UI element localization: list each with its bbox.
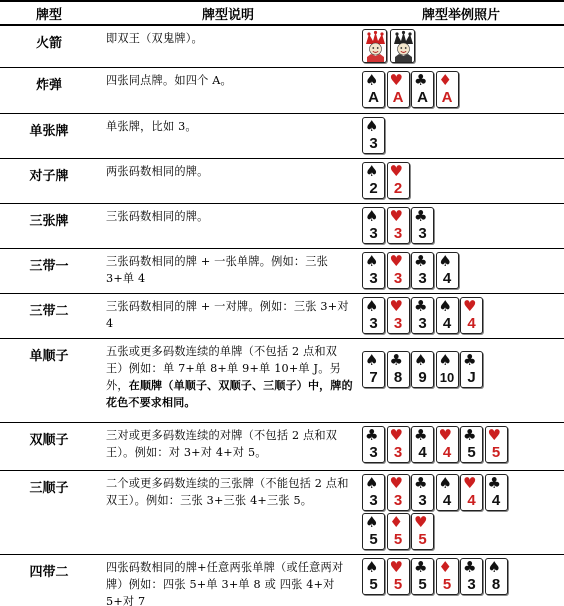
header-desc: 牌型说明 xyxy=(98,1,358,25)
playing-card xyxy=(387,351,410,388)
playing-card xyxy=(411,297,434,334)
card-rank: 4 xyxy=(467,315,476,332)
card-type-name: 四带二 xyxy=(0,555,98,606)
card-suit-icon: ♠ xyxy=(438,474,452,492)
card-type-description xyxy=(98,249,358,294)
playing-card xyxy=(387,162,410,199)
card-row xyxy=(362,297,564,334)
card-type-description xyxy=(98,204,358,249)
playing-card xyxy=(387,558,410,595)
card-rank: 5 xyxy=(393,531,403,548)
playing-card xyxy=(485,558,508,595)
card-rank: J xyxy=(467,369,476,386)
playing-card xyxy=(411,351,434,388)
playing-card xyxy=(387,513,410,550)
card-suit-icon: ♠ xyxy=(365,117,379,135)
playing-card xyxy=(362,351,385,388)
card-rank: 4 xyxy=(442,270,452,287)
card-example xyxy=(358,423,564,471)
playing-card xyxy=(460,351,483,388)
card-suit-icon: ♠ xyxy=(365,71,379,89)
playing-card xyxy=(362,252,385,289)
card-rank: 3 xyxy=(393,270,403,287)
card-type-description xyxy=(98,555,358,606)
playing-card xyxy=(460,297,483,334)
description-text: 三张码数相同的牌 + 一对牌。例如：三张 3+对 4 xyxy=(106,300,349,330)
playing-card xyxy=(436,252,459,289)
card-rank: 4 xyxy=(442,444,452,461)
card-suit-icon: ♥ xyxy=(389,474,403,492)
description-text: 三张码数相同的牌。 xyxy=(106,210,209,223)
card-row xyxy=(362,558,564,595)
card-rank: 3 xyxy=(393,315,403,332)
card-suit-icon: ♥ xyxy=(389,162,403,180)
playing-card xyxy=(436,558,459,595)
table-row xyxy=(0,68,564,114)
card-rank: 9 xyxy=(418,369,427,386)
playing-card xyxy=(411,426,434,463)
card-type-name: 火箭 xyxy=(0,25,98,68)
card-suit-icon: ♦ xyxy=(389,513,403,531)
header-img: 牌型举例照片 xyxy=(358,1,564,25)
card-rank: 4 xyxy=(467,492,476,509)
card-suit-icon: ♠ xyxy=(365,252,379,270)
card-type-name: 对子牌 xyxy=(0,159,98,204)
card-type-name: 三张牌 xyxy=(0,204,98,249)
card-suit-icon: ♥ xyxy=(463,474,477,492)
card-suit-icon: ♠ xyxy=(438,297,452,315)
card-rank: 10 xyxy=(439,370,455,385)
card-row xyxy=(362,71,564,108)
table-row xyxy=(0,423,564,471)
card-suit-icon: ♥ xyxy=(389,558,403,576)
card-example xyxy=(358,471,564,555)
card-suit-icon: ♥ xyxy=(389,426,403,444)
card-suit-icon: ♥ xyxy=(389,71,403,89)
card-rank: 5 xyxy=(491,444,501,461)
playing-card xyxy=(436,297,459,334)
card-suit-icon: ♠ xyxy=(438,252,452,270)
card-example xyxy=(358,249,564,294)
card-suit-icon: ♦ xyxy=(438,71,452,89)
description-text: 五张或更多码数连续的单牌（不包括 2 点和双王）例如：单 7+单 8+单 9+单 10+单 J。另外， xyxy=(106,345,342,392)
card-type-name: 三顺子 xyxy=(0,471,98,555)
card-rank: 3 xyxy=(467,576,476,593)
card-row xyxy=(362,351,564,388)
description-bold-note: 在顺牌（单顺子、双顺子、三顺子）中，牌的花色不要求相同。 xyxy=(106,379,353,409)
card-rank: 3 xyxy=(369,444,378,461)
card-row xyxy=(362,117,564,154)
card-example xyxy=(358,159,564,204)
card-suit-icon: ♣ xyxy=(414,207,428,225)
card-suit-icon: ♣ xyxy=(414,297,428,315)
card-rank: 8 xyxy=(393,369,403,386)
card-suit-icon: ♥ xyxy=(389,207,403,225)
table-row xyxy=(0,294,564,339)
card-row xyxy=(362,513,564,550)
card-suit-icon: ♠ xyxy=(365,558,379,576)
card-rank: 3 xyxy=(418,225,427,242)
card-suit-icon: ♠ xyxy=(438,351,452,369)
card-suit-icon: ♥ xyxy=(414,513,428,531)
card-type-name: 三带二 xyxy=(0,294,98,339)
card-suit-icon: ♣ xyxy=(414,71,428,89)
card-type-name: 单张牌 xyxy=(0,114,98,159)
card-rank: 5 xyxy=(467,444,476,461)
card-rank: 4 xyxy=(418,444,427,461)
card-type-description xyxy=(98,114,358,159)
card-suit-icon: ♣ xyxy=(463,426,477,444)
card-row xyxy=(362,162,564,199)
card-rank: A xyxy=(441,89,453,106)
playing-card xyxy=(485,426,508,463)
playing-card xyxy=(387,426,410,463)
playing-card xyxy=(436,351,459,388)
card-rank: 5 xyxy=(393,576,403,593)
description-text: 两张码数相同的牌。 xyxy=(106,165,209,178)
card-suit-icon: ♥ xyxy=(463,297,477,315)
card-type-description xyxy=(98,294,358,339)
playing-card xyxy=(362,513,385,550)
card-suit-icon: ♥ xyxy=(487,426,501,444)
card-rank: 3 xyxy=(418,492,427,509)
card-rank: 5 xyxy=(418,531,427,548)
table-row xyxy=(0,555,564,606)
card-suit-icon: ♥ xyxy=(389,297,403,315)
card-rank: 3 xyxy=(418,270,427,287)
card-suit-icon: ♥ xyxy=(438,426,452,444)
card-rank: 2 xyxy=(393,180,403,197)
playing-card xyxy=(362,426,385,463)
card-type-name: 三带一 xyxy=(0,249,98,294)
card-example xyxy=(358,25,564,68)
playing-card xyxy=(436,474,459,511)
card-type-name: 双顺子 xyxy=(0,423,98,471)
playing-card xyxy=(362,71,385,108)
card-rank: 3 xyxy=(393,444,403,461)
card-suit-icon: ♣ xyxy=(389,351,403,369)
card-suit-icon: ♣ xyxy=(463,558,477,576)
card-rank: 5 xyxy=(369,576,378,593)
card-rank: 3 xyxy=(369,492,378,509)
card-rank: 3 xyxy=(418,315,427,332)
description-text: 单张牌，比如 3。 xyxy=(106,120,197,133)
card-rank: A xyxy=(417,89,428,106)
table-row xyxy=(0,159,564,204)
playing-card xyxy=(411,71,434,108)
card-row xyxy=(362,426,564,463)
card-type-description xyxy=(98,159,358,204)
playing-card xyxy=(436,71,459,108)
card-suit-icon: ♣ xyxy=(463,351,477,369)
card-suit-icon: ♦ xyxy=(438,558,452,576)
playing-card xyxy=(411,558,434,595)
card-rank: 3 xyxy=(369,225,378,242)
card-type-name: 炸弹 xyxy=(0,68,98,114)
card-type-name: 单顺子 xyxy=(0,339,98,423)
card-rank: 5 xyxy=(369,531,378,548)
playing-card xyxy=(362,117,385,154)
card-rank: 4 xyxy=(442,315,452,332)
card-suit-icon: ♣ xyxy=(414,426,428,444)
card-type-description xyxy=(98,471,358,555)
card-type-description xyxy=(98,339,358,423)
description-text: 三张码数相同的牌 + 一张单牌。例如：三张 3+单 4 xyxy=(106,255,329,285)
table-row xyxy=(0,249,564,294)
card-rank: 3 xyxy=(393,492,403,509)
card-rank: A xyxy=(368,89,379,106)
playing-card xyxy=(411,252,434,289)
card-suit-icon: ♠ xyxy=(365,207,379,225)
playing-card xyxy=(362,558,385,595)
table-row xyxy=(0,25,564,68)
card-suit-icon: ♣ xyxy=(365,426,379,444)
card-rank: 3 xyxy=(393,225,403,242)
card-suit-icon: ♣ xyxy=(414,252,428,270)
playing-card xyxy=(387,71,410,108)
table-row xyxy=(0,471,564,555)
description-text: 四张码数相同的牌+任意两张单牌（或任意两对牌）例如：四张 5+单 3+单 8 或 四张 4+对 5+对 7 xyxy=(106,561,344,606)
table-row xyxy=(0,204,564,249)
card-type-description xyxy=(98,68,358,114)
card-suit-icon: ♥ xyxy=(389,252,403,270)
black-joker-icon xyxy=(390,29,415,63)
card-example xyxy=(358,555,564,606)
playing-card xyxy=(460,426,483,463)
playing-card xyxy=(436,426,459,463)
playing-card xyxy=(387,207,410,244)
card-example xyxy=(358,339,564,423)
card-example xyxy=(358,68,564,114)
card-rank: 3 xyxy=(369,270,378,287)
card-suit-icon: ♠ xyxy=(365,297,379,315)
card-rank: 5 xyxy=(418,576,427,593)
card-suit-icon: ♠ xyxy=(414,351,428,369)
card-rank: 2 xyxy=(369,180,378,197)
description-text: 四张同点牌。如四个 A。 xyxy=(106,74,232,87)
card-rank: 7 xyxy=(369,369,378,386)
card-row xyxy=(362,207,564,244)
card-row xyxy=(362,474,564,511)
card-suit-icon: ♣ xyxy=(414,474,428,492)
playing-card xyxy=(362,474,385,511)
playing-card xyxy=(411,207,434,244)
playing-card xyxy=(362,207,385,244)
card-suit-icon: ♠ xyxy=(365,162,379,180)
card-suit-icon: ♠ xyxy=(365,351,379,369)
card-row xyxy=(362,252,564,289)
header-type: 牌型 xyxy=(0,1,98,25)
playing-card xyxy=(387,252,410,289)
playing-card xyxy=(387,474,410,511)
description-text: 三对或更多码数连续的对牌（不包括 2 点和双王）。例如：对 3+对 4+对 5。 xyxy=(106,429,338,459)
card-rank: 5 xyxy=(442,576,452,593)
card-rank: 4 xyxy=(442,492,452,509)
card-suit-icon: ♠ xyxy=(365,474,379,492)
card-rank: 3 xyxy=(369,315,378,332)
description-text: 即双王（双鬼牌）。 xyxy=(106,32,203,45)
table-row xyxy=(0,114,564,159)
card-example xyxy=(358,294,564,339)
red-joker-icon xyxy=(362,29,387,63)
card-example xyxy=(358,204,564,249)
description-text: 二个或更多码数连续的三张牌（不能包括 2 点和双王）。例如：三张 3+三张 4+三张 5。 xyxy=(106,477,349,507)
table-body xyxy=(0,25,564,606)
card-suit-icon: ♣ xyxy=(414,558,428,576)
playing-card xyxy=(411,474,434,511)
playing-card xyxy=(362,297,385,334)
card-rank: 3 xyxy=(369,135,378,152)
playing-card xyxy=(485,474,508,511)
card-rank: 4 xyxy=(491,492,501,509)
table-row xyxy=(0,339,564,423)
card-example xyxy=(358,114,564,159)
card-suit-icon: ♠ xyxy=(487,558,501,576)
card-suit-icon: ♠ xyxy=(365,513,379,531)
card-rank: A xyxy=(392,89,404,106)
playing-card xyxy=(411,513,434,550)
playing-card xyxy=(460,474,483,511)
card-type-description xyxy=(98,423,358,471)
card-type-description xyxy=(98,25,358,68)
card-suit-icon: ♣ xyxy=(487,474,501,492)
playing-card xyxy=(460,558,483,595)
table-header xyxy=(0,1,564,25)
playing-card xyxy=(362,162,385,199)
card-rank: 8 xyxy=(491,576,501,593)
playing-card xyxy=(387,297,410,334)
